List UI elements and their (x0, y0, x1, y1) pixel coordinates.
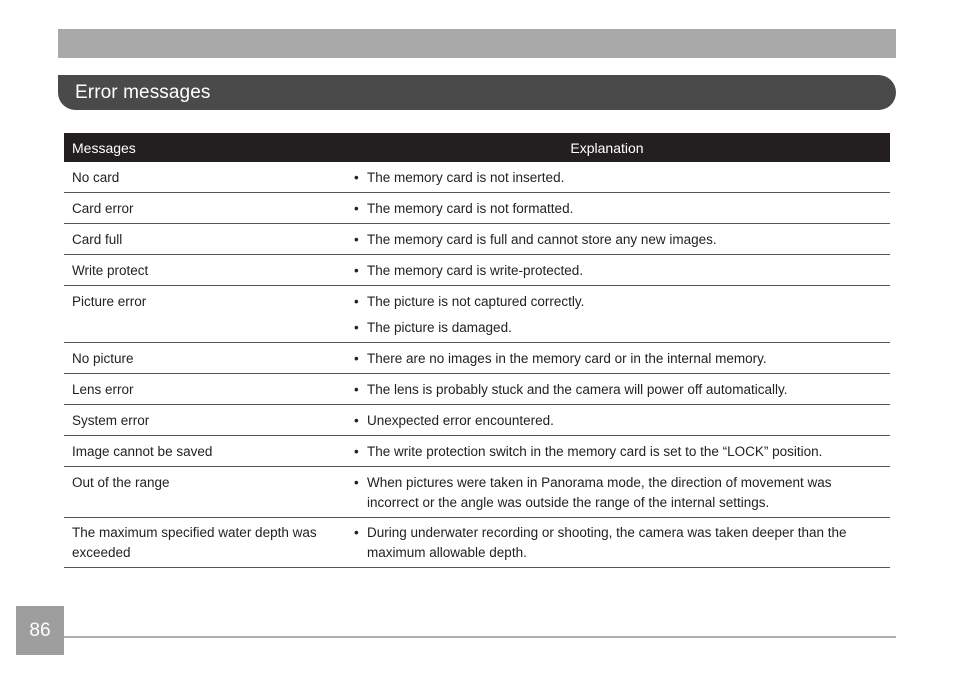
message-cell: Write protect (72, 263, 149, 278)
message-cell: Lens error (72, 382, 134, 397)
table-row (64, 467, 890, 518)
explanation-item (352, 349, 890, 369)
bullet-icon: • (354, 201, 359, 216)
table-row (64, 518, 890, 568)
section-header (58, 75, 896, 110)
bullet-icon: • (354, 475, 359, 490)
table-row (64, 374, 890, 405)
explanation-item (352, 168, 890, 188)
bullet-icon: • (354, 320, 359, 335)
page-number: 86 (16, 606, 64, 655)
message-cell: Card full (72, 232, 123, 247)
explanation-text: When pictures were taken in Panorama mode, the direction of movement was incorrect or the angle was outside the range of the internal settings. (367, 475, 832, 510)
bullet-icon: • (354, 294, 359, 309)
table-row (64, 436, 890, 467)
bullet-icon: • (354, 382, 359, 397)
table-header (64, 133, 890, 162)
explanation-text: During underwater recording or shooting, the camera was taken deeper than the maximum allowable depth. (367, 525, 847, 560)
explanation-cell (346, 349, 890, 369)
explanation-item (352, 292, 890, 312)
explanation-text: The lens is probably stuck and the camera will power off automatically. (367, 382, 788, 397)
bullet-icon: • (354, 525, 359, 540)
table-row (64, 162, 890, 193)
message-cell: Out of the range (72, 475, 170, 490)
explanation-text: The picture is damaged. (367, 320, 512, 335)
explanation-cell (346, 168, 890, 188)
message-cell: No picture (72, 351, 134, 366)
explanation-cell (346, 230, 890, 250)
bullet-icon: • (354, 263, 359, 278)
footer-divider (64, 636, 896, 638)
message-cell: Picture error (72, 294, 147, 309)
explanation-item (352, 442, 890, 462)
table-row (64, 343, 890, 374)
table-row (64, 405, 890, 436)
explanation-text: The memory card is write-protected. (367, 263, 584, 278)
explanation-cell (346, 261, 890, 281)
bullet-icon: • (354, 170, 359, 185)
explanation-cell (346, 523, 890, 563)
explanation-text: The memory card is not inserted. (367, 170, 565, 185)
bullet-icon: • (354, 444, 359, 459)
message-cell: No card (72, 170, 120, 185)
message-cell: System error (72, 413, 150, 428)
explanation-text: Unexpected error encountered. (367, 413, 554, 428)
explanation-item (352, 380, 890, 400)
explanation-text: The memory card is not formatted. (367, 201, 574, 216)
top-decorative-bar (58, 29, 896, 58)
error-messages-table (64, 133, 890, 568)
bullet-icon: • (354, 413, 359, 428)
explanation-cell (346, 442, 890, 462)
column-header-explanation: Explanation (570, 139, 644, 156)
explanation-text: The picture is not captured correctly. (367, 294, 585, 309)
explanation-text: The write protection switch in the memory card is set to the “LOCK” position. (367, 444, 823, 459)
explanation-cell (346, 473, 890, 513)
table-row (64, 193, 890, 224)
table-row (64, 255, 890, 286)
explanation-cell (346, 411, 890, 431)
explanation-text: There are no images in the memory card or in the internal memory. (367, 351, 767, 366)
explanation-cell (346, 380, 890, 400)
table-row (64, 286, 890, 343)
message-cell: Image cannot be saved (72, 444, 213, 459)
explanation-cell (346, 292, 890, 338)
explanation-item (352, 411, 890, 431)
explanation-cell (346, 199, 890, 219)
column-header-messages: Messages (72, 139, 136, 156)
table-row (64, 224, 890, 255)
explanation-item (352, 473, 890, 513)
explanation-text: The memory card is full and cannot store any new images. (367, 232, 717, 247)
message-cell: Card error (72, 201, 134, 216)
explanation-item (352, 199, 890, 219)
bullet-icon: • (354, 232, 359, 247)
explanation-item (352, 230, 890, 250)
explanation-item (352, 261, 890, 281)
message-cell: The maximum specified water depth was exceeded (72, 525, 317, 560)
table-body (64, 162, 890, 568)
bullet-icon: • (354, 351, 359, 366)
explanation-item (352, 318, 890, 338)
explanation-item (352, 523, 890, 563)
section-title: Error messages (75, 81, 211, 103)
